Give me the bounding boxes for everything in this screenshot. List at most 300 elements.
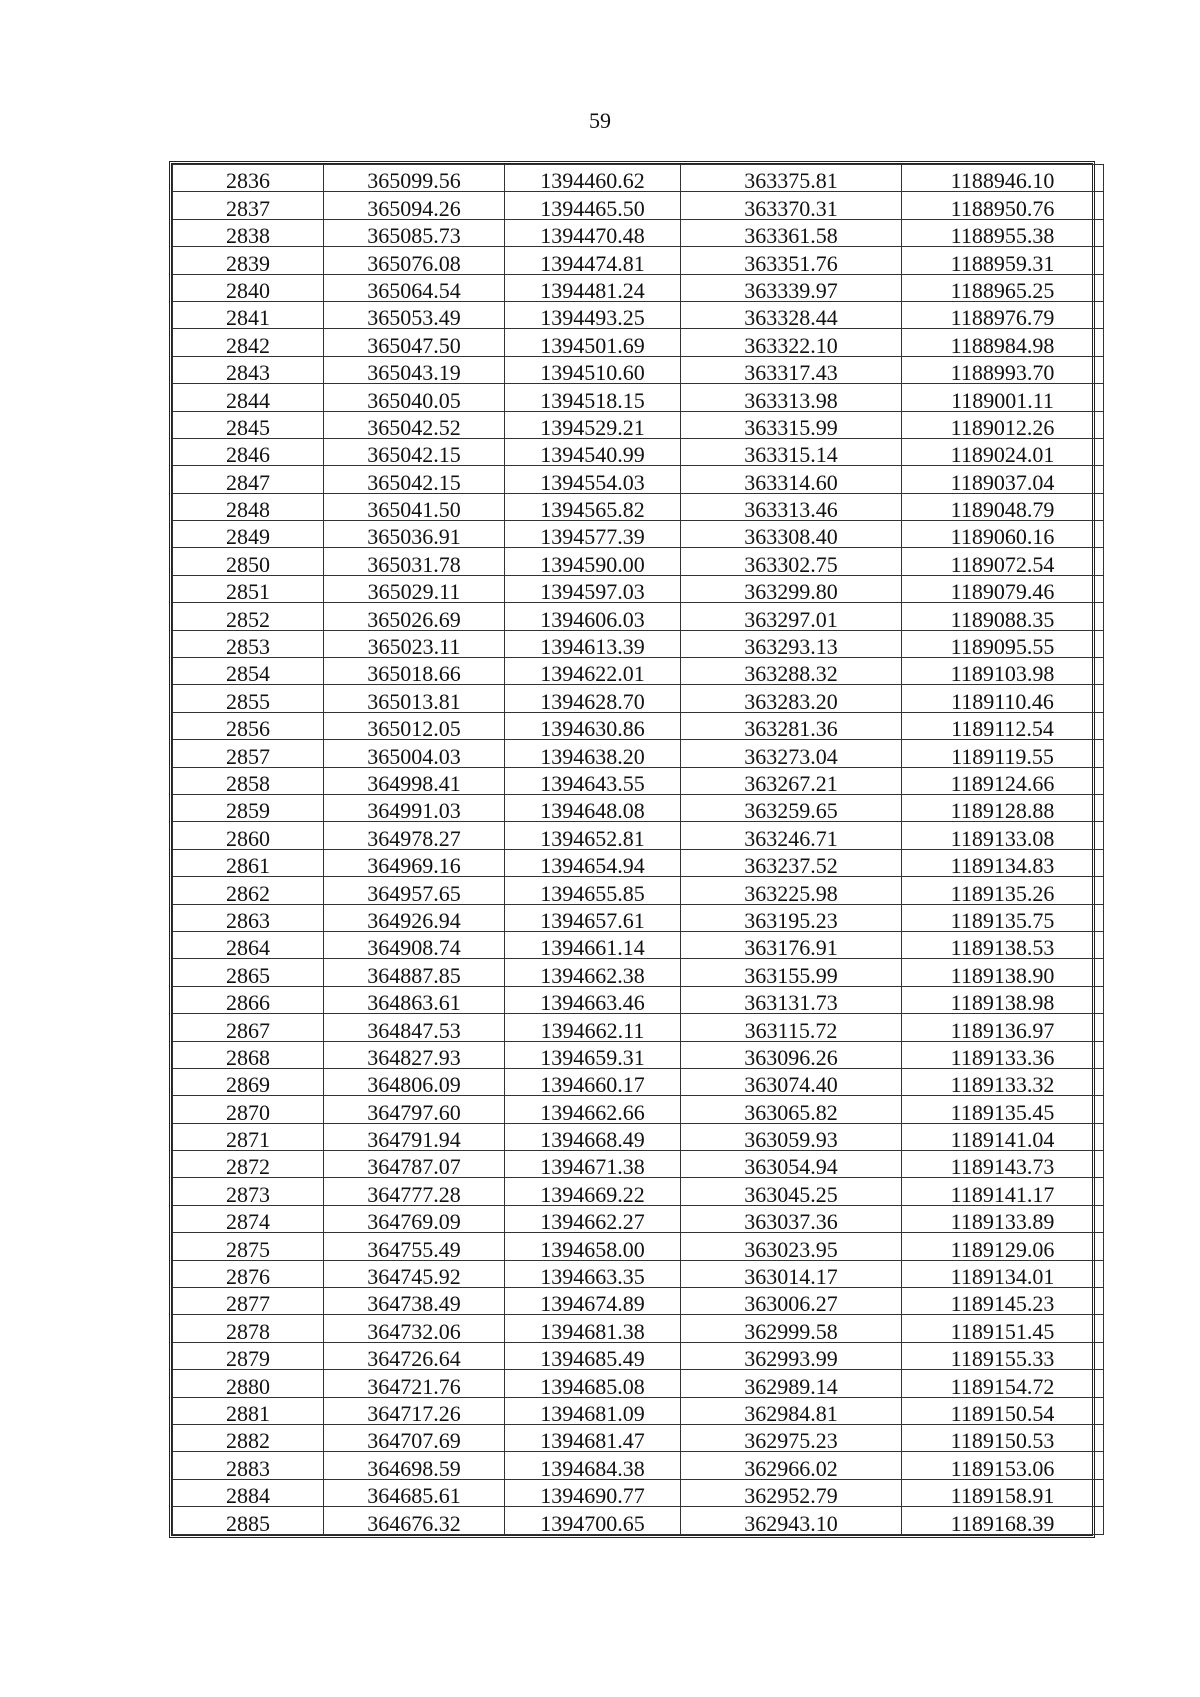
table-row	[173, 1370, 1104, 1397]
point-number-cell: 2848	[173, 493, 324, 520]
point-number-cell: 2864	[173, 931, 324, 958]
table-row	[173, 658, 1104, 685]
coord-3-cell: 363302.75	[681, 548, 902, 575]
coord-1-cell: 364926.94	[324, 904, 505, 931]
coord-3-cell: 362989.14	[681, 1370, 902, 1397]
coord-2-cell: 1394529.21	[505, 411, 681, 438]
coord-2-cell: 1394662.38	[505, 959, 681, 986]
table-row	[173, 356, 1104, 383]
coord-3-cell: 363297.01	[681, 603, 902, 630]
coord-1-cell: 364978.27	[324, 822, 505, 849]
coord-1-cell: 364755.49	[324, 1233, 505, 1260]
coord-1-cell: 365053.49	[324, 301, 505, 328]
coord-2-cell: 1394662.27	[505, 1205, 681, 1232]
coord-1-cell: 365099.56	[324, 165, 505, 192]
coord-4-cell: 1189158.91	[902, 1479, 1104, 1506]
coord-4-cell: 1189072.54	[902, 548, 1104, 575]
coord-2-cell: 1394674.89	[505, 1288, 681, 1315]
coord-4-cell: 1189048.79	[902, 493, 1104, 520]
table-row	[173, 1014, 1104, 1041]
table-row	[173, 1041, 1104, 1068]
point-number-cell: 2863	[173, 904, 324, 931]
point-number-cell: 2857	[173, 740, 324, 767]
table-row	[173, 1507, 1104, 1534]
coord-4-cell: 1189143.73	[902, 1151, 1104, 1178]
table-row	[173, 1178, 1104, 1205]
coord-3-cell: 363288.32	[681, 658, 902, 685]
table-row	[173, 877, 1104, 904]
coord-2-cell: 1394590.00	[505, 548, 681, 575]
coord-4-cell: 1189129.06	[902, 1233, 1104, 1260]
coord-1-cell: 364676.32	[324, 1507, 505, 1534]
coord-3-cell: 363293.13	[681, 630, 902, 657]
point-number-cell: 2852	[173, 603, 324, 630]
coord-3-cell: 362966.02	[681, 1452, 902, 1479]
coord-2-cell: 1394643.55	[505, 767, 681, 794]
coord-3-cell: 363313.98	[681, 384, 902, 411]
coord-4-cell: 1189119.55	[902, 740, 1104, 767]
point-number-cell: 2883	[173, 1452, 324, 1479]
coord-1-cell: 365094.26	[324, 192, 505, 219]
coord-3-cell: 363339.97	[681, 274, 902, 301]
coord-4-cell: 1189128.88	[902, 794, 1104, 821]
coord-3-cell: 363237.52	[681, 849, 902, 876]
coord-1-cell: 364998.41	[324, 767, 505, 794]
coord-1-cell: 365026.69	[324, 603, 505, 630]
coord-4-cell: 1189037.04	[902, 466, 1104, 493]
point-number-cell: 2843	[173, 356, 324, 383]
coord-2-cell: 1394518.15	[505, 384, 681, 411]
coord-4-cell: 1189138.98	[902, 986, 1104, 1013]
coord-2-cell: 1394684.38	[505, 1452, 681, 1479]
coord-3-cell: 363115.72	[681, 1014, 902, 1041]
coord-2-cell: 1394481.24	[505, 274, 681, 301]
coord-4-cell: 1189110.46	[902, 685, 1104, 712]
coord-2-cell: 1394663.35	[505, 1260, 681, 1287]
coord-1-cell: 365013.81	[324, 685, 505, 712]
coord-1-cell: 365042.15	[324, 466, 505, 493]
coord-4-cell: 1189134.83	[902, 849, 1104, 876]
point-number-cell: 2855	[173, 685, 324, 712]
table-row	[173, 1096, 1104, 1123]
table-row	[173, 740, 1104, 767]
coord-1-cell: 364847.53	[324, 1014, 505, 1041]
table-row	[173, 548, 1104, 575]
coord-2-cell: 1394654.94	[505, 849, 681, 876]
point-number-cell: 2854	[173, 658, 324, 685]
coord-3-cell: 363246.71	[681, 822, 902, 849]
table-row	[173, 712, 1104, 739]
coord-4-cell: 1189151.45	[902, 1315, 1104, 1342]
coord-1-cell: 364769.09	[324, 1205, 505, 1232]
coord-4-cell: 1189133.36	[902, 1041, 1104, 1068]
coordinates-table-frame	[169, 161, 1095, 1538]
coord-3-cell: 363045.25	[681, 1178, 902, 1205]
coord-3-cell: 363155.99	[681, 959, 902, 986]
coord-4-cell: 1189145.23	[902, 1288, 1104, 1315]
coord-4-cell: 1189112.54	[902, 712, 1104, 739]
table-row	[173, 1123, 1104, 1150]
coord-2-cell: 1394657.61	[505, 904, 681, 931]
table-row	[173, 575, 1104, 602]
coord-3-cell: 363308.40	[681, 521, 902, 548]
coord-4-cell: 1189060.16	[902, 521, 1104, 548]
coord-2-cell: 1394685.49	[505, 1342, 681, 1369]
coord-2-cell: 1394669.22	[505, 1178, 681, 1205]
coord-4-cell: 1189154.72	[902, 1370, 1104, 1397]
coord-2-cell: 1394668.49	[505, 1123, 681, 1150]
coord-2-cell: 1394460.62	[505, 165, 681, 192]
coord-4-cell: 1189001.11	[902, 384, 1104, 411]
coord-2-cell: 1394700.65	[505, 1507, 681, 1534]
table-row	[173, 1068, 1104, 1095]
table-row	[173, 521, 1104, 548]
coord-2-cell: 1394661.14	[505, 931, 681, 958]
point-number-cell: 2882	[173, 1424, 324, 1451]
table-row	[173, 1233, 1104, 1260]
coord-1-cell: 364787.07	[324, 1151, 505, 1178]
coord-3-cell: 363225.98	[681, 877, 902, 904]
coord-3-cell: 362943.10	[681, 1507, 902, 1534]
coord-2-cell: 1394662.11	[505, 1014, 681, 1041]
coord-3-cell: 363267.21	[681, 767, 902, 794]
coord-4-cell: 1188946.10	[902, 165, 1104, 192]
point-number-cell: 2861	[173, 849, 324, 876]
coord-3-cell: 362952.79	[681, 1479, 902, 1506]
coord-2-cell: 1394681.38	[505, 1315, 681, 1342]
point-number-cell: 2836	[173, 165, 324, 192]
coord-4-cell: 1188976.79	[902, 301, 1104, 328]
coord-4-cell: 1189135.26	[902, 877, 1104, 904]
coord-1-cell: 365047.50	[324, 329, 505, 356]
coord-2-cell: 1394465.50	[505, 192, 681, 219]
table-row	[173, 411, 1104, 438]
coord-4-cell: 1189150.54	[902, 1397, 1104, 1424]
table-row	[173, 384, 1104, 411]
table-row	[173, 1424, 1104, 1451]
coord-4-cell: 1188993.70	[902, 356, 1104, 383]
point-number-cell: 2878	[173, 1315, 324, 1342]
table-row	[173, 630, 1104, 657]
coord-2-cell: 1394690.77	[505, 1479, 681, 1506]
point-number-cell: 2839	[173, 247, 324, 274]
table-row	[173, 1397, 1104, 1424]
point-number-cell: 2873	[173, 1178, 324, 1205]
coord-4-cell: 1188950.76	[902, 192, 1104, 219]
point-number-cell: 2860	[173, 822, 324, 849]
coord-4-cell: 1189024.01	[902, 438, 1104, 465]
table-row	[173, 767, 1104, 794]
coord-1-cell: 364797.60	[324, 1096, 505, 1123]
coord-3-cell: 363361.58	[681, 219, 902, 246]
point-number-cell: 2870	[173, 1096, 324, 1123]
coord-3-cell: 363322.10	[681, 329, 902, 356]
coord-1-cell: 364827.93	[324, 1041, 505, 1068]
table-row	[173, 603, 1104, 630]
coord-4-cell: 1188955.38	[902, 219, 1104, 246]
coord-4-cell: 1189141.04	[902, 1123, 1104, 1150]
point-number-cell: 2853	[173, 630, 324, 657]
coord-2-cell: 1394681.09	[505, 1397, 681, 1424]
coord-3-cell: 363314.60	[681, 466, 902, 493]
point-number-cell: 2877	[173, 1288, 324, 1315]
point-number-cell: 2862	[173, 877, 324, 904]
table-row	[173, 466, 1104, 493]
coord-3-cell: 362975.23	[681, 1424, 902, 1451]
coord-3-cell: 362984.81	[681, 1397, 902, 1424]
coord-4-cell: 1189079.46	[902, 575, 1104, 602]
point-number-cell: 2838	[173, 219, 324, 246]
point-number-cell: 2859	[173, 794, 324, 821]
table-row	[173, 1479, 1104, 1506]
coord-1-cell: 365012.05	[324, 712, 505, 739]
coord-2-cell: 1394638.20	[505, 740, 681, 767]
coord-1-cell: 365036.91	[324, 521, 505, 548]
table-row	[173, 438, 1104, 465]
table-row	[173, 1342, 1104, 1369]
coord-1-cell: 365085.73	[324, 219, 505, 246]
coord-4-cell: 1189138.90	[902, 959, 1104, 986]
coord-4-cell: 1189135.45	[902, 1096, 1104, 1123]
coord-2-cell: 1394622.01	[505, 658, 681, 685]
point-number-cell: 2837	[173, 192, 324, 219]
coord-2-cell: 1394655.85	[505, 877, 681, 904]
coord-2-cell: 1394628.70	[505, 685, 681, 712]
coord-1-cell: 365064.54	[324, 274, 505, 301]
coord-2-cell: 1394565.82	[505, 493, 681, 520]
coord-2-cell: 1394660.17	[505, 1068, 681, 1095]
coord-4-cell: 1189134.01	[902, 1260, 1104, 1287]
coord-4-cell: 1189153.06	[902, 1452, 1104, 1479]
coord-3-cell: 363317.43	[681, 356, 902, 383]
table-row	[173, 959, 1104, 986]
table-row	[173, 165, 1104, 192]
coord-4-cell: 1189012.26	[902, 411, 1104, 438]
coord-4-cell: 1189133.89	[902, 1205, 1104, 1232]
coord-3-cell: 363375.81	[681, 165, 902, 192]
coord-3-cell: 362993.99	[681, 1342, 902, 1369]
coord-4-cell: 1188959.31	[902, 247, 1104, 274]
table-row	[173, 219, 1104, 246]
coord-4-cell: 1189124.66	[902, 767, 1104, 794]
coord-3-cell: 363054.94	[681, 1151, 902, 1178]
point-number-cell: 2875	[173, 1233, 324, 1260]
table-row	[173, 329, 1104, 356]
coord-2-cell: 1394470.48	[505, 219, 681, 246]
coord-3-cell: 363273.04	[681, 740, 902, 767]
coord-4-cell: 1189136.97	[902, 1014, 1104, 1041]
point-number-cell: 2846	[173, 438, 324, 465]
coord-4-cell: 1188984.98	[902, 329, 1104, 356]
point-number-cell: 2885	[173, 1507, 324, 1534]
coord-2-cell: 1394613.39	[505, 630, 681, 657]
point-number-cell: 2881	[173, 1397, 324, 1424]
table-row	[173, 1315, 1104, 1342]
table-row	[173, 986, 1104, 1013]
coord-4-cell: 1189103.98	[902, 658, 1104, 685]
point-number-cell: 2849	[173, 521, 324, 548]
coord-1-cell: 364707.69	[324, 1424, 505, 1451]
coord-1-cell: 364887.85	[324, 959, 505, 986]
coord-1-cell: 365018.66	[324, 658, 505, 685]
table-row	[173, 1452, 1104, 1479]
coord-4-cell: 1189155.33	[902, 1342, 1104, 1369]
coord-1-cell: 365042.52	[324, 411, 505, 438]
point-number-cell: 2874	[173, 1205, 324, 1232]
coord-4-cell: 1188965.25	[902, 274, 1104, 301]
coord-1-cell: 364698.59	[324, 1452, 505, 1479]
coord-2-cell: 1394685.08	[505, 1370, 681, 1397]
coord-3-cell: 363131.73	[681, 986, 902, 1013]
coordinates-table	[172, 164, 1104, 1535]
point-number-cell: 2842	[173, 329, 324, 356]
table-row	[173, 247, 1104, 274]
coord-2-cell: 1394659.31	[505, 1041, 681, 1068]
point-number-cell: 2847	[173, 466, 324, 493]
coord-3-cell: 363351.76	[681, 247, 902, 274]
coordinates-table-body	[173, 165, 1104, 1535]
coord-4-cell: 1189168.39	[902, 1507, 1104, 1534]
point-number-cell: 2841	[173, 301, 324, 328]
coord-1-cell: 364745.92	[324, 1260, 505, 1287]
table-row	[173, 849, 1104, 876]
page-number: 59	[589, 108, 611, 133]
coord-3-cell: 363328.44	[681, 301, 902, 328]
coord-1-cell: 364726.64	[324, 1342, 505, 1369]
point-number-cell: 2884	[173, 1479, 324, 1506]
table-row	[173, 274, 1104, 301]
coord-3-cell: 363299.80	[681, 575, 902, 602]
coord-2-cell: 1394540.99	[505, 438, 681, 465]
coord-3-cell: 363370.31	[681, 192, 902, 219]
coord-2-cell: 1394630.86	[505, 712, 681, 739]
coord-3-cell: 363006.27	[681, 1288, 902, 1315]
coord-2-cell: 1394658.00	[505, 1233, 681, 1260]
coord-3-cell: 363315.99	[681, 411, 902, 438]
coord-1-cell: 364732.06	[324, 1315, 505, 1342]
coord-2-cell: 1394577.39	[505, 521, 681, 548]
coord-4-cell: 1189133.32	[902, 1068, 1104, 1095]
coord-2-cell: 1394510.60	[505, 356, 681, 383]
coord-3-cell: 363065.82	[681, 1096, 902, 1123]
coord-3-cell: 363023.95	[681, 1233, 902, 1260]
coord-1-cell: 365040.05	[324, 384, 505, 411]
coord-1-cell: 364791.94	[324, 1123, 505, 1150]
coord-4-cell: 1189095.55	[902, 630, 1104, 657]
coord-3-cell: 363037.36	[681, 1205, 902, 1232]
coord-1-cell: 365042.15	[324, 438, 505, 465]
table-row	[173, 822, 1104, 849]
coord-2-cell: 1394681.47	[505, 1424, 681, 1451]
coord-2-cell: 1394652.81	[505, 822, 681, 849]
point-number-cell: 2872	[173, 1151, 324, 1178]
coord-1-cell: 364908.74	[324, 931, 505, 958]
table-row	[173, 794, 1104, 821]
coord-1-cell: 364685.61	[324, 1479, 505, 1506]
coord-2-cell: 1394662.66	[505, 1096, 681, 1123]
point-number-cell: 2858	[173, 767, 324, 794]
point-number-cell: 2869	[173, 1068, 324, 1095]
table-row	[173, 1288, 1104, 1315]
table-row	[173, 931, 1104, 958]
table-row	[173, 493, 1104, 520]
coord-2-cell: 1394474.81	[505, 247, 681, 274]
coord-3-cell: 363315.14	[681, 438, 902, 465]
coord-4-cell: 1189135.75	[902, 904, 1104, 931]
table-row	[173, 904, 1104, 931]
coord-3-cell: 363259.65	[681, 794, 902, 821]
coord-4-cell: 1189088.35	[902, 603, 1104, 630]
point-number-cell: 2876	[173, 1260, 324, 1287]
point-number-cell: 2840	[173, 274, 324, 301]
coord-1-cell: 365023.11	[324, 630, 505, 657]
coord-1-cell: 365031.78	[324, 548, 505, 575]
coord-3-cell: 363281.36	[681, 712, 902, 739]
table-row	[173, 192, 1104, 219]
coord-1-cell: 365041.50	[324, 493, 505, 520]
coord-2-cell: 1394606.03	[505, 603, 681, 630]
coord-3-cell: 363014.17	[681, 1260, 902, 1287]
coord-2-cell: 1394671.38	[505, 1151, 681, 1178]
point-number-cell: 2868	[173, 1041, 324, 1068]
coord-1-cell: 365076.08	[324, 247, 505, 274]
coord-2-cell: 1394493.25	[505, 301, 681, 328]
coord-2-cell: 1394597.03	[505, 575, 681, 602]
table-row	[173, 1205, 1104, 1232]
point-number-cell: 2880	[173, 1370, 324, 1397]
point-number-cell: 2850	[173, 548, 324, 575]
coord-2-cell: 1394663.46	[505, 986, 681, 1013]
point-number-cell: 2866	[173, 986, 324, 1013]
coord-3-cell: 363195.23	[681, 904, 902, 931]
coord-3-cell: 363059.93	[681, 1123, 902, 1150]
coord-4-cell: 1189138.53	[902, 931, 1104, 958]
coord-3-cell: 363096.26	[681, 1041, 902, 1068]
table-row	[173, 1260, 1104, 1287]
coord-4-cell: 1189133.08	[902, 822, 1104, 849]
coord-1-cell: 365043.19	[324, 356, 505, 383]
coord-2-cell: 1394501.69	[505, 329, 681, 356]
coord-1-cell: 364863.61	[324, 986, 505, 1013]
coord-3-cell: 363074.40	[681, 1068, 902, 1095]
coord-3-cell: 363176.91	[681, 931, 902, 958]
point-number-cell: 2845	[173, 411, 324, 438]
coord-4-cell: 1189150.53	[902, 1424, 1104, 1451]
point-number-cell: 2844	[173, 384, 324, 411]
coord-3-cell: 363283.20	[681, 685, 902, 712]
coord-1-cell: 364969.16	[324, 849, 505, 876]
coord-1-cell: 364738.49	[324, 1288, 505, 1315]
point-number-cell: 2879	[173, 1342, 324, 1369]
coord-1-cell: 364717.26	[324, 1397, 505, 1424]
table-row	[173, 685, 1104, 712]
coord-1-cell: 364721.76	[324, 1370, 505, 1397]
table-row	[173, 301, 1104, 328]
point-number-cell: 2867	[173, 1014, 324, 1041]
coord-1-cell: 364991.03	[324, 794, 505, 821]
point-number-cell: 2851	[173, 575, 324, 602]
coord-1-cell: 364806.09	[324, 1068, 505, 1095]
point-number-cell: 2865	[173, 959, 324, 986]
coord-3-cell: 362999.58	[681, 1315, 902, 1342]
point-number-cell: 2856	[173, 712, 324, 739]
coord-1-cell: 364957.65	[324, 877, 505, 904]
point-number-cell: 2871	[173, 1123, 324, 1150]
coord-1-cell: 365029.11	[324, 575, 505, 602]
coord-1-cell: 365004.03	[324, 740, 505, 767]
coord-3-cell: 363313.46	[681, 493, 902, 520]
coord-1-cell: 364777.28	[324, 1178, 505, 1205]
